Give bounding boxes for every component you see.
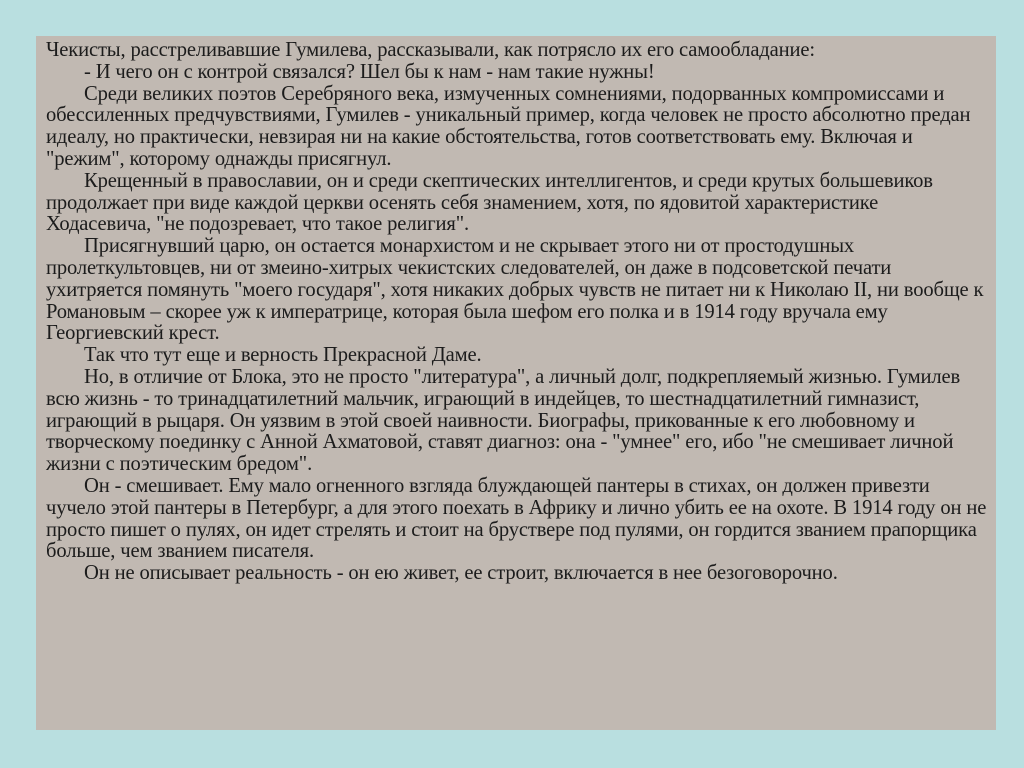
text-panel bbox=[36, 36, 996, 730]
paragraph-silver-age: Среди великих поэтов Серебряного века, измученных сомнениями, подорванных компромиссами и обессиленных предчувствиями, Гумилев - уникальный пример, когда человек не просто абсолютно предан идеалу, но практически, невзирая ни на какие обстоятельства, готов соответствовать ему. Включая и "режим", которому однажды присягнул. bbox=[46, 82, 971, 170]
paragraph-monarchist: Присягнувший царю, он остается монархистом и не скрывает этого ни от простодушных пролеткультовцев, ни от змеино-хитрых чекистских следователей, он даже в подсоветской печати ухитряется помянуть "моего государя", хотя никаких добрых чувств не питает ни к Николаю II, ни вообще к Романовым – скорее уж к императрице, которая была шефом его полка и в 1914 году вручала ему Георгиевский крест. bbox=[46, 235, 984, 345]
paragraph-quote: - И чего он с контрой связался? Шел бы к нам - нам такие нужны! bbox=[84, 60, 655, 83]
paragraph-beautiful-lady: Так что тут еще и верность Прекрасной Даме. bbox=[84, 344, 482, 367]
paragraph-reality: Он не описывает реальность - он ею живет, ее строит, включается в нее безоговорочно. bbox=[84, 562, 838, 585]
paragraph-panther: Он - смешивает. Ему мало огненного взгляда блуждающей пантеры в стихах, он должен привезти чучело этой пантеры в Петербург, а для этого поехать в Африку и лично убить ее на охоте. В 1914 году он не просто пишет о пулях, он идет стрелять и стоит на бруствере под пулями, он гордится званием прапорщика больше, чем званием писателя. bbox=[46, 474, 987, 563]
paragraph-orthodoxy: Крещенный в православии, он и среди скептических интеллигентов, и среди крутых большевиков продолжает при виде каждой церкви осенять себя знамением, хотя, по ядовитой характеристике Ходасевича, "не подозревает, что такое религия". bbox=[46, 169, 933, 236]
paragraph-intro: Чекисты, расстреливавшие Гумилева, рассказывали, как потрясло их его самообладание: bbox=[46, 39, 815, 61]
paragraph-blok: Но, в отличие от Блока, это не просто "литература", а личный долг, подкрепляемый жизнью. Гумилев всю жизнь - то тринадцатилетний мальчик, играющий в индейцев, то шестнадцатилетний гимназист, играющий в рыцаря. Он уязвим в этой своей наивности. Биографы, прикованные к его любовному и творческому поединку с Анной Ахматовой, ставят диагноз: она - "умнее" его, ибо "не смешивает личной жизни с поэтическим бредом". bbox=[46, 365, 961, 476]
